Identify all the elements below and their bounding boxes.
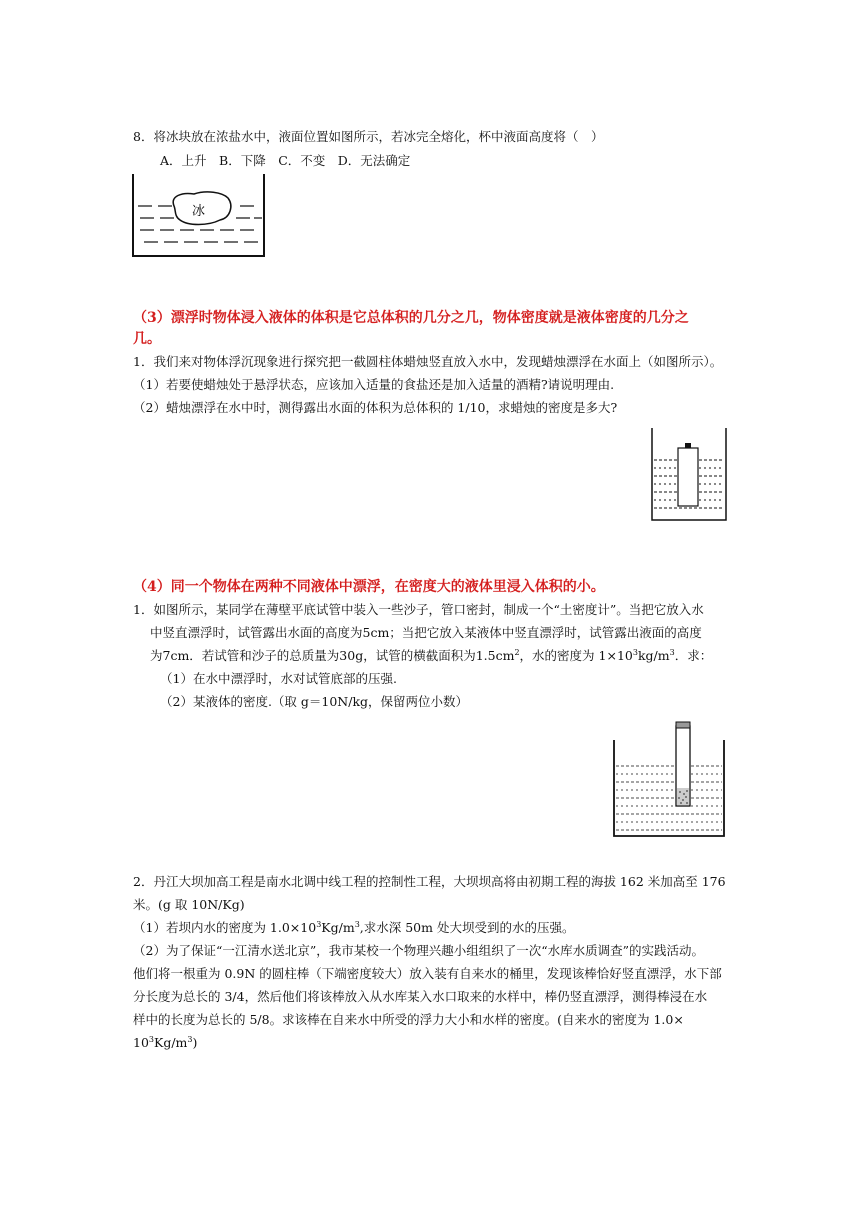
- q2-line5: 他们将一根重为 0.9N 的圆柱棒（下端密度较大）放入装有自来水的桶里，发现该棒恰好竖直漂浮，水下部: [133, 966, 722, 981]
- section3-q1-line3: （2）蜡烛漂浮在水中时，测得露出水面的体积为总体积的 1/10，求蜡烛的密度是多大?: [133, 400, 618, 415]
- section3-heading-line2: 几。: [133, 331, 161, 347]
- q2-line7: 样中的长度为总长的 5/8。求该棒在自来水中所受的浮力大小和水样的密度。(自来水的密度为 1.0×: [133, 1012, 684, 1027]
- q2-line3: （1）若坝内水的密度为 $1.0\times 10^3Kg/m^3$,求水深 50m 处大坝受到的水的压强。: [133, 919, 575, 935]
- section4-q1-line3: 为7cm．若试管和沙子的总质量为30g，试管的横截面积为$1.5cm^2$，水的密度为 $1\times 10^3kg/m^3$．求：: [150, 647, 713, 663]
- section4-q1-sub2: （2）某液体的密度.（取 g＝10N/kg，保留两位小数）: [160, 694, 469, 709]
- q2-line2: 米。(g 取 10N/Kg): [133, 897, 245, 912]
- section3-q1-line1: 1．我们来对物体浮沉现象进行探究把一截圆柱体蜡烛竖直放入水中，发现蜡烛漂浮在水面上（如图所示）。: [133, 354, 723, 369]
- section4-heading: （4）同一个物体在两种不同液体中漂浮，在密度大的液体里浸入体积的小。: [133, 579, 605, 595]
- beaker-ice-figure: [130, 172, 270, 260]
- q2-line8: $10^3Kg/m^3$): [133, 1034, 198, 1050]
- section4-q1-line1: 1．如图所示，某同学在薄壁平底试管中装入一些沙子，管口密封，制成一个“土密度计”。当把它放入水: [133, 602, 704, 617]
- ice-label: 冰: [192, 204, 206, 219]
- test-tube-beaker-figure: [612, 718, 728, 840]
- section4-q1-sub1: （1）在水中漂浮时，水对试管底部的压强.: [160, 671, 397, 686]
- section3-heading-line1: （3）漂浮时物体浸入液体的体积是它总体积的几分之几，物体密度就是液体密度的几分之: [133, 310, 689, 326]
- q8-options: A．上升 B．下降 C．不变 D．无法确定: [160, 153, 411, 168]
- candle-beaker-figure: [650, 426, 730, 522]
- q8-question: 8．将冰块放在浓盐水中，液面位置如图所示，若冰完全熔化，杯中液面高度将（ ）: [133, 129, 604, 144]
- q2-line1: 2．丹江大坝加高工程是南水北调中线工程的控制性工程，大坝坝高将由初期工程的海拔 162 米加高至 176: [133, 874, 726, 889]
- section4-q1-line2: 中竖直漂浮时，试管露出水面的高度为5cm；当把它放入某液体中竖直漂浮时，试管露出液面的高度: [150, 625, 702, 640]
- q2-line6: 分长度为总长的 3/4，然后他们将该棒放入从水库某入水口取来的水样中，棒仍竖直漂浮，测得棒浸在水: [133, 989, 708, 1004]
- q2-line4: （2）为了保证“一江清水送北京”，我市某校一个物理兴趣小组组织了一次“水库水质调查”的实践活动。: [133, 943, 705, 958]
- section3-q1-line2: （1）若要使蜡烛处于悬浮状态，应该加入适量的食盐还是加入适量的酒精?请说明理由.: [133, 377, 615, 392]
